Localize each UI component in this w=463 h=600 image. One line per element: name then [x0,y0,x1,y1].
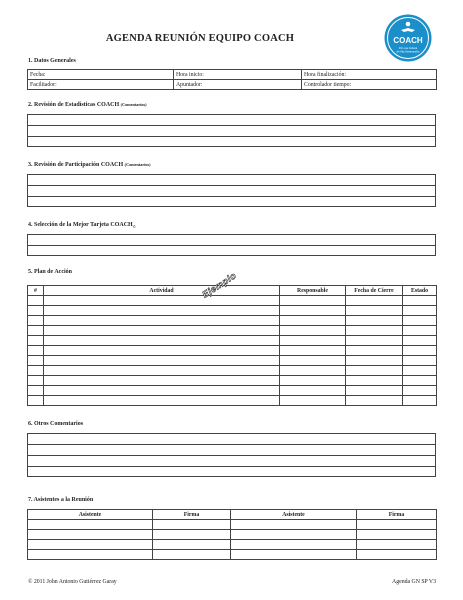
action-plan-row-cell[interactable] [44,306,280,316]
action-plan-row [28,396,437,406]
attendee-row-cell[interactable] [153,540,231,550]
action-plan-row [28,386,437,396]
action-plan-row-cell[interactable] [280,296,346,306]
action-plan-row-cell[interactable] [403,326,437,336]
action-plan-row-cell[interactable] [28,346,44,356]
action-plan-row-cell[interactable] [280,346,346,356]
col-responsible: Responsable [280,286,346,296]
svg-text:Por una Cultura: Por una Cultura [398,47,418,50]
date-field[interactable]: Fecha: [28,70,174,80]
action-plan-row-cell[interactable] [346,336,403,346]
action-plan-row-cell[interactable] [280,396,346,406]
section-5-heading: 5. Plan de Acción [28,269,73,275]
attendee-row-cell[interactable] [231,530,357,540]
action-plan-row [28,326,437,336]
attendee-row-cell[interactable] [28,550,153,560]
end-time-field[interactable]: Hora finalización: [302,70,437,80]
action-plan-row-cell[interactable] [346,356,403,366]
col-signature-1: Firma [153,510,231,520]
attendee-row-cell[interactable] [357,530,437,540]
coach-logo [384,14,432,62]
best-card-box[interactable] [27,234,436,256]
action-plan-row-cell[interactable] [403,296,437,306]
action-plan-row-cell[interactable] [346,366,403,376]
col-attendee-1: Asistente [28,510,153,520]
action-plan-row-cell[interactable] [28,376,44,386]
action-plan-row-cell[interactable] [28,316,44,326]
action-plan-row-cell[interactable] [44,356,280,366]
attendee-row-cell[interactable] [231,540,357,550]
action-plan-row-cell[interactable] [346,386,403,396]
action-plan-row-cell[interactable] [280,316,346,326]
action-plan-row-cell[interactable] [346,326,403,336]
col-status: Estado [403,286,437,296]
attendee-row-cell[interactable] [153,550,231,560]
col-signature-2: Firma [357,510,437,520]
action-plan-row-cell[interactable] [28,336,44,346]
attendee-row-cell[interactable] [357,540,437,550]
stats-comments-box[interactable] [27,114,436,147]
col-number: # [28,286,44,296]
action-plan-row-cell[interactable] [28,396,44,406]
copyright-footer: © 2011 John Antonio Gutiérrez Garay [28,579,117,585]
start-time-field[interactable]: Hora inicio: [174,70,302,80]
section-6-heading: 6. Otros Comentarios [28,421,84,427]
action-plan-row-cell[interactable] [403,386,437,396]
svg-text:de Alto Desempeño: de Alto Desempeño [396,50,420,54]
action-plan-row [28,336,437,346]
section-1-heading: 1. Datos Generales [28,58,76,64]
watermark: Ejemplo [200,270,239,300]
col-activity: Actividad [44,286,280,296]
action-plan-row-cell[interactable] [346,376,403,386]
attendee-row-cell[interactable] [28,530,153,540]
action-plan-row-cell[interactable] [346,306,403,316]
action-plan-row-cell[interactable] [44,316,280,326]
action-plan-row-cell[interactable] [403,346,437,356]
action-plan-row [28,356,437,366]
col-close-date: Fecha de Cierre [346,286,403,296]
section-4-heading: 4. Selección de la Mejor Tarjeta $COACH_©$ [28,222,136,230]
section-2-heading: 2. Revisión de Estadísticas COACH (Comentarios) [28,102,147,108]
action-plan-row-cell[interactable] [44,346,280,356]
facilitator-field[interactable]: Facilitador: [28,80,174,90]
action-plan-row [28,366,437,376]
action-plan-row-cell[interactable] [346,316,403,326]
participation-comments-box[interactable] [27,174,436,207]
action-plan-row-cell[interactable] [280,356,346,366]
action-plan-row-cell[interactable] [346,396,403,406]
attendee-row-cell[interactable] [153,530,231,540]
action-plan-row-cell[interactable] [403,356,437,366]
action-plan-row-cell[interactable] [28,386,44,396]
version-footer: Agenda GN SP V3 [392,579,436,585]
action-plan-row-cell[interactable] [346,346,403,356]
action-plan-row-cell[interactable] [280,306,346,316]
action-plan-row [28,296,437,306]
action-plan-row [28,316,437,326]
svg-text:COACH: COACH [393,36,423,45]
action-plan-row-cell[interactable] [44,366,280,376]
action-plan-row-cell[interactable] [403,376,437,386]
attendee-row-cell[interactable] [231,520,357,530]
action-plan-row-cell[interactable] [403,366,437,376]
attendee-row [28,550,437,560]
action-plan-row-cell[interactable] [44,296,280,306]
section-3-heading: 3. Revisión de Participación COACH (Comentarios) [28,162,151,168]
action-plan-row-cell[interactable] [28,356,44,366]
action-plan-row [28,346,437,356]
attendees-table [27,509,437,560]
attendee-row [28,540,437,550]
action-plan-row-cell[interactable] [28,296,44,306]
action-plan-row-cell[interactable] [280,336,346,346]
attendee-row [28,520,437,530]
action-plan-row [28,376,437,386]
action-plan-row-cell[interactable] [44,386,280,396]
attendee-row-cell[interactable] [153,520,231,530]
action-plan-row-cell[interactable] [280,376,346,386]
action-plan-row [28,306,437,316]
action-plan-row-cell[interactable] [346,296,403,306]
action-plan-row-cell[interactable] [44,376,280,386]
action-plan-row-cell[interactable] [403,306,437,316]
attendee-row-cell[interactable] [231,550,357,560]
attendee-row-cell[interactable] [28,520,153,530]
action-plan-row-cell[interactable] [28,326,44,336]
action-plan-row-cell[interactable] [403,316,437,326]
action-plan-row-cell[interactable] [28,306,44,316]
col-attendee-2: Asistente [231,510,357,520]
attendee-row [28,530,437,540]
action-plan-row-cell[interactable] [28,366,44,376]
section-7-heading: 7. Asistentes a la Reunión [28,497,94,503]
action-plan-table [27,285,437,406]
general-data-table [27,69,437,90]
attendee-row-cell[interactable] [357,520,437,530]
action-plan-row-cell[interactable] [280,326,346,336]
action-plan-row-cell[interactable] [44,396,280,406]
timekeeper-field[interactable]: Controlador tiempo: [302,80,437,90]
notetaker-field[interactable]: Apuntador: [174,80,302,90]
action-plan-row-cell[interactable] [403,396,437,406]
action-plan-row-cell[interactable] [44,326,280,336]
page-title: AGENDA REUNIÓN EQUIPO COACH [105,33,295,44]
action-plan-row-cell[interactable] [403,336,437,346]
action-plan-row-cell[interactable] [280,386,346,396]
other-comments-box[interactable] [27,433,436,477]
attendee-row-cell[interactable] [28,540,153,550]
action-plan-row-cell[interactable] [44,336,280,346]
action-plan-row-cell[interactable] [280,366,346,376]
attendee-row-cell[interactable] [357,550,437,560]
